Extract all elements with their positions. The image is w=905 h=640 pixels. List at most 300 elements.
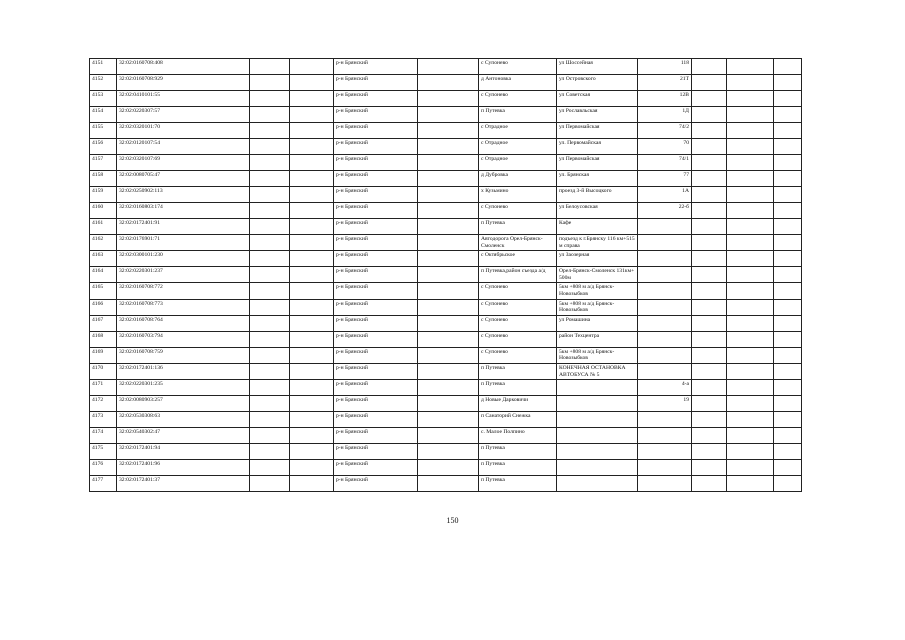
blank-cell	[250, 412, 290, 428]
blank-cell	[727, 267, 774, 283]
district: р-н Брянский	[334, 331, 418, 347]
blank-cell	[692, 203, 727, 219]
blank-cell	[250, 331, 290, 347]
blank-cell	[418, 299, 479, 315]
row-number: 4172	[90, 396, 117, 412]
blank-cell	[418, 460, 479, 476]
street: проезд 3-й Высоцкого	[557, 187, 638, 203]
blank-cell	[250, 219, 290, 235]
district: р-н Брянский	[334, 412, 418, 428]
district: р-н Брянский	[334, 235, 418, 251]
blank-cell	[290, 476, 334, 492]
blank-cell	[250, 235, 290, 251]
blank-cell	[727, 476, 774, 492]
locality: п Путевка	[479, 380, 557, 396]
table-row	[90, 396, 802, 412]
blank-cell	[418, 380, 479, 396]
blank-cell	[774, 139, 802, 155]
row-number: 4159	[90, 187, 117, 203]
blank-cell	[290, 139, 334, 155]
house-number: 74/1	[638, 155, 692, 171]
locality: п Путевка	[479, 219, 557, 235]
district: р-н Брянский	[334, 460, 418, 476]
blank-cell	[692, 331, 727, 347]
locality: п Путевка,район съезда а/д	[479, 267, 557, 283]
cadastral-number: 32:02:0160803:174	[117, 203, 250, 219]
locality: с Отрадное	[479, 123, 557, 139]
table-row	[90, 283, 802, 299]
cadastral-number: 32:02:0080903:257	[117, 396, 250, 412]
cadastral-number: 32:02:0320101:70	[117, 123, 250, 139]
blank-cell	[727, 123, 774, 139]
blank-cell	[250, 123, 290, 139]
blank-cell	[692, 267, 727, 283]
table-row	[90, 267, 802, 283]
blank-cell	[418, 267, 479, 283]
district: р-н Брянский	[334, 283, 418, 299]
blank-cell	[250, 444, 290, 460]
table-row	[90, 380, 802, 396]
row-number: 4153	[90, 91, 117, 107]
house-number	[638, 315, 692, 331]
table-row	[90, 476, 802, 492]
house-number: 70	[638, 139, 692, 155]
blank-cell	[290, 91, 334, 107]
house-number	[638, 347, 692, 363]
blank-cell	[250, 380, 290, 396]
blank-cell	[727, 171, 774, 187]
house-number: 1А	[638, 187, 692, 203]
blank-cell	[774, 219, 802, 235]
blank-cell	[692, 75, 727, 91]
street: ул. Первомайская	[557, 139, 638, 155]
row-number: 4151	[90, 59, 117, 75]
house-number: 74/2	[638, 123, 692, 139]
cadastral-number: 32:02:0320107:69	[117, 155, 250, 171]
street: район Техцентра	[557, 331, 638, 347]
house-number	[638, 267, 692, 283]
blank-cell	[692, 380, 727, 396]
blank-cell	[418, 107, 479, 123]
blank-cell	[692, 171, 727, 187]
table-row	[90, 428, 802, 444]
table-row	[90, 107, 802, 123]
blank-cell	[774, 428, 802, 444]
cadastral-number: 32:02:0160708:773	[117, 299, 250, 315]
blank-cell	[727, 107, 774, 123]
blank-cell	[692, 139, 727, 155]
blank-cell	[692, 347, 727, 363]
blank-cell	[774, 460, 802, 476]
blank-cell	[774, 59, 802, 75]
row-number: 4161	[90, 219, 117, 235]
cadastral-number: 32:02:0220307:57	[117, 107, 250, 123]
blank-cell	[290, 347, 334, 363]
cadastral-number: 32:02:0220301:237	[117, 267, 250, 283]
cadastral-number: 32:02:0172401:136	[117, 363, 250, 379]
blank-cell	[692, 460, 727, 476]
blank-cell	[692, 235, 727, 251]
locality: с Отрадное	[479, 139, 557, 155]
locality: с Супонево	[479, 299, 557, 315]
blank-cell	[727, 235, 774, 251]
cadastral-number: 32:02:0172401:96	[117, 460, 250, 476]
district: р-н Брянский	[334, 139, 418, 155]
blank-cell	[290, 283, 334, 299]
house-number: 21Т	[638, 75, 692, 91]
blank-cell	[250, 460, 290, 476]
blank-cell	[727, 203, 774, 219]
blank-cell	[290, 315, 334, 331]
house-number	[638, 299, 692, 315]
cadastral-number: 32:02:0160708:929	[117, 75, 250, 91]
row-number: 4166	[90, 299, 117, 315]
blank-cell	[692, 428, 727, 444]
blank-cell	[250, 299, 290, 315]
table-row	[90, 75, 802, 91]
blank-cell	[727, 299, 774, 315]
blank-cell	[290, 107, 334, 123]
blank-cell	[727, 380, 774, 396]
blank-cell	[250, 187, 290, 203]
locality: с Отрадное	[479, 155, 557, 171]
row-number: 4152	[90, 75, 117, 91]
blank-cell	[250, 267, 290, 283]
row-number: 4165	[90, 283, 117, 299]
blank-cell	[727, 428, 774, 444]
locality: с Супонево	[479, 283, 557, 299]
cadastral-number: 32:02:0160708:759	[117, 347, 250, 363]
table-row	[90, 219, 802, 235]
street: ул Заозерная	[557, 251, 638, 267]
row-number: 4162	[90, 235, 117, 251]
row-number: 4167	[90, 315, 117, 331]
blank-cell	[692, 315, 727, 331]
cadastral-number: 32:02:0530308:63	[117, 412, 250, 428]
blank-cell	[692, 251, 727, 267]
blank-cell	[727, 139, 774, 155]
blank-cell	[250, 91, 290, 107]
district: р-н Брянский	[334, 91, 418, 107]
street	[557, 412, 638, 428]
blank-cell	[727, 444, 774, 460]
blank-cell	[418, 476, 479, 492]
district: р-н Брянский	[334, 396, 418, 412]
table-row	[90, 235, 802, 251]
locality: п Санаторий Снежка	[479, 412, 557, 428]
blank-cell	[774, 315, 802, 331]
cadastral-number: 32:02:0540302:47	[117, 428, 250, 444]
blank-cell	[727, 75, 774, 91]
street: 5км +808 м а/д Брянск-Новозыбков	[557, 283, 638, 299]
table-row	[90, 251, 802, 267]
blank-cell	[774, 283, 802, 299]
blank-cell	[290, 251, 334, 267]
locality: д Антоновка	[479, 75, 557, 91]
district: р-н Брянский	[334, 59, 418, 75]
district: р-н Брянский	[334, 123, 418, 139]
blank-cell	[692, 363, 727, 379]
street: ул Шоссейная	[557, 59, 638, 75]
district: р-н Брянский	[334, 428, 418, 444]
district: р-н Брянский	[334, 347, 418, 363]
cadastral-number: 32:02:0120107:54	[117, 139, 250, 155]
blank-cell	[727, 347, 774, 363]
blank-cell	[418, 363, 479, 379]
cadastral-number: 32:02:0080705:47	[117, 171, 250, 187]
locality: п Путевка	[479, 363, 557, 379]
house-number	[638, 412, 692, 428]
blank-cell	[418, 219, 479, 235]
table-row	[90, 171, 802, 187]
row-number: 4158	[90, 171, 117, 187]
blank-cell	[418, 235, 479, 251]
blank-cell	[418, 283, 479, 299]
street: ул. Брянская	[557, 171, 638, 187]
blank-cell	[692, 283, 727, 299]
row-number: 4177	[90, 476, 117, 492]
blank-cell	[774, 107, 802, 123]
blank-cell	[418, 91, 479, 107]
table-row	[90, 155, 802, 171]
blank-cell	[250, 75, 290, 91]
blank-cell	[250, 155, 290, 171]
blank-cell	[774, 347, 802, 363]
blank-cell	[290, 363, 334, 379]
district: р-н Брянский	[334, 444, 418, 460]
locality: п Путевка	[479, 107, 557, 123]
street: подъезд к г.Брянску 116 км+515 м справа	[557, 235, 638, 251]
table-row	[90, 444, 802, 460]
house-number	[638, 331, 692, 347]
row-number: 4175	[90, 444, 117, 460]
blank-cell	[727, 412, 774, 428]
blank-cell	[290, 123, 334, 139]
table-row	[90, 363, 802, 379]
blank-cell	[727, 331, 774, 347]
street: ул Белоусовская	[557, 203, 638, 219]
locality: с Супонево	[479, 331, 557, 347]
house-number	[638, 251, 692, 267]
blank-cell	[727, 91, 774, 107]
street: ул Рославльская	[557, 107, 638, 123]
row-number: 4173	[90, 412, 117, 428]
blank-cell	[418, 75, 479, 91]
street: 5км +808 м а/д Брянск-Новозыбков	[557, 347, 638, 363]
blank-cell	[774, 123, 802, 139]
locality: с Супонево	[479, 59, 557, 75]
street	[557, 476, 638, 492]
table-row	[90, 139, 802, 155]
row-number: 4174	[90, 428, 117, 444]
cadastral-number: 32:02:0172401:37	[117, 476, 250, 492]
district: р-н Брянский	[334, 315, 418, 331]
house-number: 118	[638, 59, 692, 75]
row-number: 4160	[90, 203, 117, 219]
street: Кафе	[557, 219, 638, 235]
street: 5км +808 м а/д Брянск-Новозыбков	[557, 299, 638, 315]
blank-cell	[774, 396, 802, 412]
blank-cell	[290, 267, 334, 283]
blank-cell	[692, 476, 727, 492]
blank-cell	[774, 476, 802, 492]
blank-cell	[418, 444, 479, 460]
blank-cell	[692, 444, 727, 460]
blank-cell	[418, 187, 479, 203]
row-number: 4155	[90, 123, 117, 139]
house-number: 4-а	[638, 380, 692, 396]
house-number: 1Д	[638, 107, 692, 123]
table-row	[90, 91, 802, 107]
district: р-н Брянский	[334, 476, 418, 492]
blank-cell	[418, 396, 479, 412]
table-row	[90, 331, 802, 347]
row-number: 4176	[90, 460, 117, 476]
blank-cell	[418, 139, 479, 155]
blank-cell	[418, 428, 479, 444]
house-number	[638, 283, 692, 299]
table-row	[90, 299, 802, 315]
blank-cell	[290, 331, 334, 347]
blank-cell	[290, 428, 334, 444]
cadastral-number: 32:02:0160708:408	[117, 59, 250, 75]
locality: с Супонево	[479, 315, 557, 331]
blank-cell	[418, 171, 479, 187]
row-number: 4164	[90, 267, 117, 283]
blank-cell	[692, 155, 727, 171]
blank-cell	[727, 460, 774, 476]
blank-cell	[692, 396, 727, 412]
blank-cell	[692, 59, 727, 75]
table-row	[90, 187, 802, 203]
blank-cell	[774, 203, 802, 219]
row-number: 4156	[90, 139, 117, 155]
locality: с. Малое Полпино	[479, 428, 557, 444]
district: р-н Брянский	[334, 251, 418, 267]
locality: д Дубровка	[479, 171, 557, 187]
blank-cell	[250, 171, 290, 187]
blank-cell	[250, 139, 290, 155]
house-number	[638, 444, 692, 460]
blank-cell	[727, 315, 774, 331]
locality: с Октябрьское	[479, 251, 557, 267]
cadastral-number: 32:02:0410101:55	[117, 91, 250, 107]
district: р-н Брянский	[334, 155, 418, 171]
blank-cell	[774, 155, 802, 171]
row-number: 4170	[90, 363, 117, 379]
blank-cell	[774, 235, 802, 251]
blank-cell	[250, 476, 290, 492]
blank-cell	[418, 412, 479, 428]
blank-cell	[290, 380, 334, 396]
table-row	[90, 460, 802, 476]
blank-cell	[692, 219, 727, 235]
blank-cell	[418, 203, 479, 219]
blank-cell	[774, 331, 802, 347]
house-number: 12В	[638, 91, 692, 107]
district: р-н Брянский	[334, 219, 418, 235]
address-table	[89, 58, 802, 492]
blank-cell	[250, 107, 290, 123]
house-number	[638, 428, 692, 444]
blank-cell	[250, 315, 290, 331]
blank-cell	[290, 396, 334, 412]
cadastral-number: 32:02:0160708:772	[117, 283, 250, 299]
district: р-н Брянский	[334, 171, 418, 187]
house-number	[638, 235, 692, 251]
blank-cell	[692, 412, 727, 428]
locality: п Путевка	[479, 444, 557, 460]
blank-cell	[727, 219, 774, 235]
blank-cell	[250, 428, 290, 444]
blank-cell	[692, 187, 727, 203]
house-number	[638, 219, 692, 235]
street	[557, 444, 638, 460]
cadastral-number: 32:02:0176901:71	[117, 235, 250, 251]
street: ул Советская	[557, 91, 638, 107]
street: ул Первомайская	[557, 155, 638, 171]
blank-cell	[692, 123, 727, 139]
cadastral-number: 32:02:0220301:235	[117, 380, 250, 396]
cadastral-number: 32:02:0172401:94	[117, 444, 250, 460]
locality: х Кузьмино	[479, 187, 557, 203]
blank-cell	[250, 396, 290, 412]
locality: п Путевка	[479, 460, 557, 476]
house-number: 77	[638, 171, 692, 187]
row-number: 4171	[90, 380, 117, 396]
blank-cell	[290, 460, 334, 476]
blank-cell	[418, 331, 479, 347]
table-row	[90, 59, 802, 75]
district: р-н Брянский	[334, 380, 418, 396]
blank-cell	[418, 155, 479, 171]
house-number	[638, 460, 692, 476]
row-number: 4168	[90, 331, 117, 347]
district: р-н Брянский	[334, 187, 418, 203]
locality: с Супонево	[479, 91, 557, 107]
blank-cell	[290, 187, 334, 203]
cadastral-number: 32:02:0172401:91	[117, 219, 250, 235]
blank-cell	[774, 412, 802, 428]
blank-cell	[250, 363, 290, 379]
blank-cell	[727, 396, 774, 412]
blank-cell	[290, 299, 334, 315]
cadastral-number: 32:02:0160708:764	[117, 315, 250, 331]
locality: д Новые Дарковичи	[479, 396, 557, 412]
blank-cell	[774, 444, 802, 460]
district: р-н Брянский	[334, 363, 418, 379]
cadastral-number: 32:02:0250902:113	[117, 187, 250, 203]
street: КОНЕЧНАЯ ОСТАНОВКА АВТОБУСА № 5	[557, 363, 638, 379]
blank-cell	[727, 59, 774, 75]
street	[557, 380, 638, 396]
blank-cell	[774, 251, 802, 267]
street: ул Островского	[557, 75, 638, 91]
blank-cell	[692, 299, 727, 315]
blank-cell	[774, 267, 802, 283]
street: ул Первомайская	[557, 123, 638, 139]
district: р-н Брянский	[334, 299, 418, 315]
blank-cell	[727, 187, 774, 203]
row-number: 4154	[90, 107, 117, 123]
cadastral-number: 32:02:0300101:230	[117, 251, 250, 267]
blank-cell	[290, 412, 334, 428]
blank-cell	[727, 363, 774, 379]
district: р-н Брянский	[334, 203, 418, 219]
district: р-н Брянский	[334, 267, 418, 283]
blank-cell	[290, 219, 334, 235]
blank-cell	[290, 235, 334, 251]
